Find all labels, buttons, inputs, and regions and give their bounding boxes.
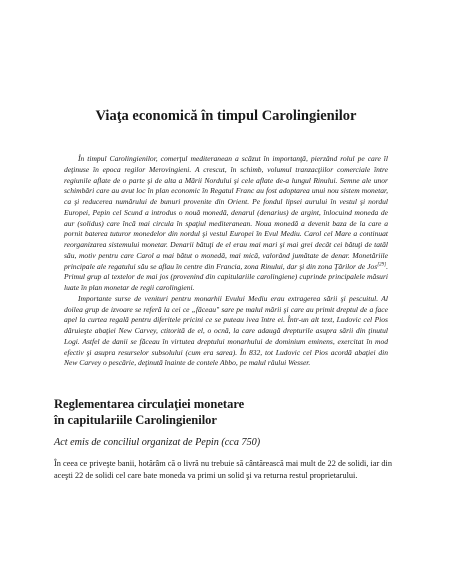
footnote-marker[interactable]: [29] — [377, 261, 387, 267]
intro-paragraph-2: Importante surse de venituri pentru monarhii Evului Mediu erau extragerea sării şi pescuitul. Al doilea grup de izvoare se referă la cei ce „făceau" sare pe malul mării şi care au primit dreptul de a face apel la curtea regală pentru diferitele pricini ce se puteau ivea între ei. Într-un alt text, Ludovic cel Pios dăruieşte abaţiei New Carvey, ctitorită de el, o ocnă, la care adaugă drepturile asupra sării din ţinutul Logi. Astfel de danii se făceau în virtutea dreptului monarhului de dominium eminens, exercitat în mod efectiv şi asupra resurselor subsolului (cum era sarea). În 832, tot Ludovic cel Pios acordă abaţiei din New Carvey o pescărie, deţinută înainte de contele Abbo, pe malul râului Wesser. — [64, 293, 388, 368]
intro-text-block — [64, 154, 388, 369]
intro-paragraph-1-text: În timpul Carolingienilor, comerţul mediteranean a scăzut în importanţă, pierzând rolul pe care îl deţinuse în epoca regilor Merovingieni. A crescut, în schimb, volumul tranzacţiilor comerciale între regiunile aflate de o parte şi de alta a Mării Nordului şi cele aflate de-a lungul Rinului. Semne ale unor schimbări care au avut loc în plan economic în Regatul Franc au fost adoptarea unui nou sistem monetar, ca şi reducerea numărului de bunuri provenite din Orient. Pe fondul lipsei aurului în vestul şi nordul Europei, Pepin cel Scund a introdus o nouă monedă, denarul (denarius) de argint, înlocuind moneda de aur (solidus) care încă mai circula în spaţiul mediteranean. Noua monedă a devenit baza de la care a pornit baterea tuturor monedelor din nordul şi vestul Europei în Evul Mediu. Carol cel Mare a continuat reorganizarea sistemului monetar. Denarii bătuţi de el erau mai mari şi mai grei decât cei bătuţi de tatăl său, motiv pentru care Carol a mai bătut o monedă, mai mică, valorând jumătate de denar. Monetăriile principale ale regatului său se aflau în centre din Francia, zona Rinului, dar şi din zona Ţărilor de Jos — [64, 154, 388, 271]
section-heading-line-2: în capitulariile Carolingienilor — [54, 413, 217, 427]
section-heading-line-1: Reglementarea circulaţiei monetare — [54, 397, 245, 411]
section-heading — [54, 396, 394, 428]
intro-paragraph-1 — [64, 154, 388, 294]
body-text-block — [54, 458, 392, 483]
body-paragraph: În ceea ce priveşte banii, hotărâm că o livră nu trebuie să cântărească mai mult de 22 de solidi, iar din aceşti 22 de solidi cel care bate moneda va primi un solid şi va returna restul proprietarului. — [54, 459, 392, 481]
act-title: Act emis de conciliul organizat de Pepin (cca 750) — [54, 437, 261, 448]
intro-paragraph-1-continuation: . Primul grup al textelor de mai jos (provenind din capitulariile carolingiene) cuprinde principalele măsuri luate în plan monetar de regii carolingieni. — [64, 261, 388, 292]
page-title: Viaţa economică în timpul Carolingienilor — [95, 108, 357, 124]
